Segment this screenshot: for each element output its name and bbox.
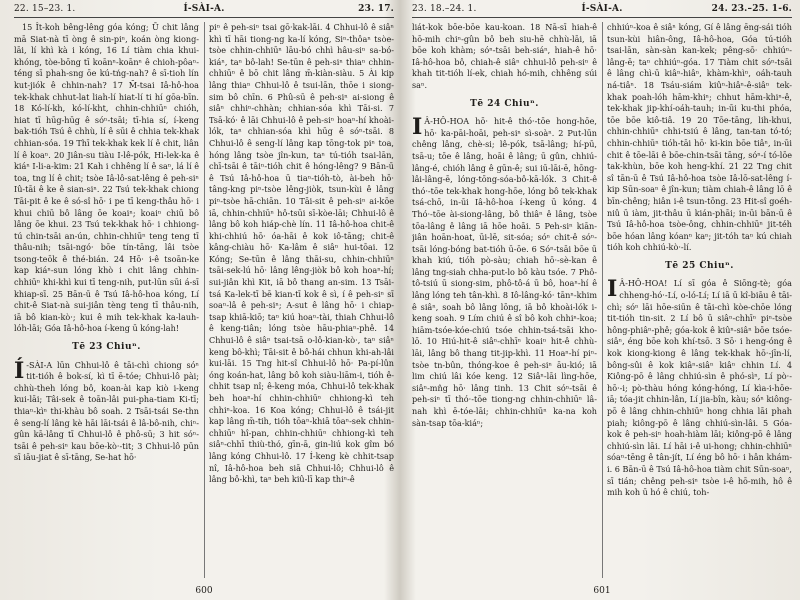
chapter-24-text: [412, 116, 597, 429]
chapter-25-text: [607, 278, 792, 498]
chapter-24-heading: Tē 24 Chiuⁿ.: [470, 98, 539, 109]
right-header-ref: 24. 23.–25. 1-6.: [711, 4, 792, 14]
right-column-1: [412, 22, 597, 578]
left-col2-text: piⁿ ê peh-siⁿ tsai gō·kak-lāi. 4 Chhui-lô ê siâⁿ khì tī hāi tiong-ng ka-lí kóng, Siⁿ-thôaⁿ tsòe-tsòe chhin-chhiūⁿ lāu-bó chhì hâu-siⁿ sa-bó-kiáⁿ, taⁿ bô-lah! Se-tūn ê peh-siⁿ thiaⁿ chhin-chhiūⁿ ê bō chit lâng m̄-kiàn-siàu. 5 Ài kip lâng thiaⁿ Chhui-lô ê tsui-lān, thōe i siong-sim bô chīn. 6 Phû-sū ê peh-siⁿ ai-siong ê siâⁿ chhiⁿ-chhàn; chhian-sóa khì Tāi-si. 7 Tsā-kó· ê lāi Chhui-lô ê peh-siⁿ hoaⁿ-hí khoài-lók, taⁿ chhian-sóa khì hūg ê sóⁿ-tsāi. 8 Chhui-lô ê seng-lí lâng kap tōng-tok piⁿ toa, hóng lâng tsòe jîn-kun, taⁿ tú-tióh tsai-lān, chī-tsāi ê tāiⁿ-tióh chit ê hóng-lêng? 9 Bān-ū ê Tsú Iâ-hô-hoa ū tiaⁿ-tióh-tò, ài-beh hō· tâng-kng piⁿ-tsòe lêng-jiòk, tsun-kùi ê lâng piⁿ-tsòe hā-chiān. 10 Tāi-sit ê peh-siⁿ ai-kōe iā, chhin-chhiūⁿ hô-tsūi sī-kòe-lāi; Chhui-lô ê lâng bô koh hiáp-chè lín. 11 Iâ-hô-hoa chit-ê khi-chhiú hō· óa-hāi ê kok iô-tāng; chit-ê kâng-chiàu hō· Ka-lâm ê siâⁿ hui-tōai. 12 Kóng; Se-tūn ê lâng thāi-su, chhin-chhiūⁿ tsāi-sek-lú hō· lâng lêng-jiòk bô koh hoaⁿ-hí; sui-jiân khì Kit, iā bô thang an-sim. 13 Tsāi-tsá Ka-lek-tī bē kian-tī kok ê sì, í ê peh-siⁿ sī soaⁿ-lâ ê peh-siⁿ; A-sut ê lâng hō· i chiap-tsap khiā-kiō; taⁿ kiú hoaⁿ-tài, thiah Chhui-lô ê keng-tiân; lóng tsòe hāu-phiaⁿ-phê. 14 Chhui-lô ê siâⁿ tsai-tsā o-lô-kian-kò·, taⁿ siâⁿ keng bô-khì; Tāi-sit ê bô-hái chhun khi-ah-lâi kui-lāi. 15 Tng hit-sî Chhui-lô hō· Pa-pí-lûn óng koán-hat, lâng bô koh siàu-liām-i, tióh ê-chhit tsap nî; ê-keng móa, Chhui-lô tek-khak beh hoaⁿ-hí chhin-chhiūⁿ chhiong-kì teh chhiⁿ-koa. 16 Koa kóng; Chhui-lô ê tsái-jit kap lâng m̄-tih, tióh tōaⁿ-khiā tōaⁿ-sek chhin-chhiūⁿ hî-pan, chhin-chhiūⁿ chhiong-kì teh siâⁿ-chhī thiù-thó, gīn-ā, gin-liú kok gîm bó lâng kóng Chhui-lô. 17 Í-keng kè chhit-tsap nî, Iâ-hô-hoa beh siā Chhui-lô; Chhui-lô ê lâng bô-khì, taⁿ beh kiû-lī kap thiⁿ-ê: [209, 22, 394, 485]
left-page: [14, 0, 394, 600]
left-header-title: Í-SÀI-A.: [183, 4, 225, 14]
chapter-25-heading: Tē 25 Chiuⁿ.: [665, 260, 734, 271]
left-column-1: [14, 22, 199, 578]
chapter-24-dropcap: I: [412, 114, 423, 141]
left-col1-text: 15 Ît-koh bêng-lêng góa kóng; Ū chit lâng mā Siat-nà tī òng ê sin-piⁿ, koán òng kiong-lāi, lí khì kà i kóng, 16 Lí tiàm chia khui-khóng, tòe-bōng tī koānⁿ-koānⁿ ê chioh-pôaⁿ-téng sī phah-sng ōe kú-tńg-nah? ê sī-tioh lín kut-jiók ê chhin-nah? 17 M̄-tsai Iâ-hô-hoa tek-khak chhut-lat liah-lí hiat-lí ti hí gōa-bīn. 18 Kó-lí-kh, kó-lí-kht, chhin-chhiūⁿ chióh, hiat tī hūg-hūg ê sóⁿ-tsāi; tī-hia sí, í-keng bak-tióh Tsú ê chhù, lí ê sūi ê chhia tek-khak chhian-sóa. 19 Thī tek-khak kek lí ê chit, liân lí ê koaⁿ. 20 Jiân-su tiàu I-lê-pók, Hi-lek-ka ê kiáⁿ I-li-a-kim: 21 Kah i chhêng lí ê saⁿ, lá lí ê toa, tng lí ê chit; tsòe Iâ-lô-sat-lêng ê peh-siⁿ Iû-tāi ê ke ê sian-siⁿ. 22 Tsú tek-khak chiong Tāi-pit ê ke ê só-sî hō· i pe tī keng-thâu hō· i khui chiū bô lâng ōe koaiⁿ; koaiⁿ chiū bô lâng ōe khui. 23 Tsú tek-khak hō· i chhiong-tú chin-tsāi an-ún, chhin-chhiūⁿ teng teng tī thâu-nih; tsāi-ngó· bōe tín-tāng, lâi tsòe tsong-teōk ê thé-bián. 24 Hō· i-ê tsoān-ke kap kiáⁿ-sun lóng khò i chit lâng chhin-chhiūⁿ khi-khì kui tī teng-nih, put-lūn sūi á-sī khiap-sī. 25 Bān-ū ê Tsú Iâ-hô-hoa kóng, Lí chit-ê Siat-nà sui-jiân tèng teng tī thâu-nih, iā bô kian-kò·; kui ê mih tek-khak ka-lauh-lóh-lāi; Góa Iâ-hô-hoa í-keng ū kóng-lah!: [14, 22, 199, 334]
chapter-23-body: -SÀI-A lūn Chhui-lô ê tāi-chì chiong sóⁿ tit-tióh ê bok-sí, kì tī ē-tóe; Chhui-lô pài; chhù-theh lóng bô, koan-ài kap kiò i-keng kui-lāi; Tâi-sek ê toān-lâi pui-pha-tiam Ki-tī; thiaⁿ-kìⁿ thi-khàu bô soah. 2 Tsāi-tsái Se-thn ê seng-lí lâng kè hāi lāi-tsái ê lâ-bô-nih, chiⁿ-gûn kā-lâng tī Chhui-lô ê phô-sū; 3 hit sóⁿ-tsāi ê peh-siⁿ kau bōe-kò·-tit; 3 Chhui-lô pūn sī iāu-jiat ê sī-tāng, Se-hat hō·: [14, 359, 199, 463]
left-column-divider: [204, 22, 205, 578]
left-running-head: [14, 4, 394, 18]
left-page-number: 600: [195, 586, 213, 596]
chapter-25-body: Â-HÔ-HOA! Lí sī góa ê Siōng-tè; góa chheng-hó·-Lí, o-ló-Lí; Lí iā ū kî-biāu ê tāi-chì; sóⁿ lāi hōe-siūn ê tāi-chì kòe-chōe lóng tit-tióh tin-sit. 2 Lí bô ū siâⁿ-chhīⁿ piⁿ-tsòe hông-phiâⁿ-phê; góa-kok ê kiûⁿ-siâⁿ bōe tsóe-siâⁿ, éng bōe koh khí-tsō. 3 Sō· i heng-óng ê kok kiong-kiong ê lâng tek-khak hō·-jīn-lí, bông-sûi ê kok kiâⁿ-siâⁿ kiâⁿ chhin Lí. 4 Kiông-pō ê lâng chhiú-sìn ê phó-sìⁿ, Lí pò·-hō·-i; pò-thàu hóng kóng-hóng, Lí kìa-i-hōe-iā; tóa-jit chhin-lân, Lí jia-bîn, kàu; sóⁿ kiông-pō ê lâng chhin-chhiūⁿ hong chhia lāi phah piah; kiông-pō ê lâng chhiú-sìn-lâi. 5 Góa-kok ê peh-siⁿ hoah-hiàm lāi; kiông-pō ê lâng chhiú-sìn lāi. Lí hāi i-ê ui-hong; chhin-chhiūⁿ sóaⁿ-tēng ê tân-jít, Lí éng bô hō· i hân khám-i. 6 Bān-ū ê Tsú Iâ-hô-hoa tiàm chit Sūn-soaⁿ, sī tián; chêng peh-siⁿ tsòe i-ê hō-mih, hô ê mih koh ū hó ê chiú, toh-: [607, 278, 792, 498]
right-col1-text: liát-kok bōe-bōe kau-koan. 18 Nā-sī hiah-ê hō-mih chiⁿ-gûn bô beh siu-hē chhù-lāi, iā bōe koh khàm; sóⁿ-tsāi beh-siáⁿ, hiah-ê hō· Iâ-hô-hoa bô, chiah-ê siâⁿ chhui-lô peh-siⁿ ê khah tit-tióh lí-ek, chiah hó-mih, chhêng súi saⁿ.: [412, 22, 597, 90]
left-column-2: [209, 22, 394, 578]
right-header-range: 23. 18.–24. 1.: [412, 4, 477, 14]
left-header-ref: 23. 17.: [358, 4, 394, 14]
left-header-rule: [14, 17, 394, 18]
left-header-range: 22. 15–23. 1.: [14, 4, 76, 14]
chapter-23-heading: Tē 23 Chiuⁿ.: [72, 342, 141, 353]
right-page-number: 601: [593, 586, 611, 596]
chapter-23-text: [14, 357, 199, 464]
chapter-23-dropcap: Í: [14, 357, 25, 384]
right-col2-text: chhiúⁿ-koa ê siâⁿ kóng, Gí ê lâng ēng-sái tióh tsun-kùi hiân-ông, Iâ-hô-hoa, Góa tú-tióh tsai-lān, sàn-sàn kan-kek; pêng-sō· chhiúⁿ-lâng-ē; taⁿ chhiúⁿ-góa. 17 Tiàm chit sóⁿ-tsāi ê lâng chì-ū kiâⁿ-hiâⁿ, khàm-khìⁿ, oáh-tauh ná-tiâⁿ. 18 Tsáu-siám kiûⁿ-hiâⁿ-ê-siâⁿ tek-khak poah-lóh hām-khiⁿ; chhut hām-khiⁿ-ê, tek-khak jip-khí-oáh-tauh; in-ūi ku-thi phóa, tōe bōe kiô-tiâ. 19 20 Tōe-tāng, lih-khui, chhin-chhiūⁿ chhi-tsiú ê lâng, tan-tan tó-tó; chhin-chhiūⁿ tióh-tāi hō· ki-kin bōe tiâⁿ, in-ūi chit ê tōe-lāi ê bōe-chin-tsāi tāng, sóⁿ-í tó-lōe tak-khùn, bōe koh heng-khí. 21 22 Tng chit sî tān-ū ê Tsú Iâ-hô-hoa tsòe Iâ-lō-sat-lêng í-kip Sūn-soaⁿ ê jîn-kun; tiàm chiah-ê lâng lō ê bīn-chêng; hiân i-ê tsun-tōng. 23 Hit-sî goéh-niû ū iàm, jit-thâu ū kián-phāi; in-ūi bān-ū ê Tsú Iâ-hô-hoa tsòe-ông, chhin-chhiūⁿ jit-téh bōe hóan lâng kóanⁿ kaⁿ; jit-tóh taⁿ kú chiah tióh koh chhiú-kò·-lí.: [607, 22, 792, 253]
right-header-rule: [412, 17, 792, 18]
right-header-title: Í-SÀI-A.: [581, 4, 623, 14]
chapter-25-dropcap: I: [607, 276, 618, 303]
right-running-head: [412, 4, 792, 18]
right-column-2: [607, 22, 792, 578]
right-page: [412, 0, 792, 600]
right-column-divider: [602, 22, 603, 578]
chapter-24-body: Â-HÔ-HOA hō· hit-ê thó·-tōe hong-hōe, hō· ka-pāi-hoāi, peh-siⁿ sì-soàⁿ. 2 Put-lūn chêng lâng, chè-si; lê-pók, tsā-lâng; hí-pū, tsā-u; tōe ê lâng, hoāi ê lâng; ū gûn, chhiú-lâng-é, chióh lâng ê gūn-ê; sui iū-lāi-ē, hōng-lâi-lâng-ē, lóng-tōng-sóa-bô-kā-lók. 3 Chit-ê thó·-tōe tek-khak hong-hōe, lóng bô tek-khak tsá-chō, in-ūi Iâ-hô-hoa í-keng ū kóng. 4 Thó·-tōe ài-siong-lâng, bô thiâⁿ ê lâng, tsòe tōa-lâng ê lâng iā hōe hoāi. 5 Peh-siⁿ kiān-jiân hoān-hoat, ūi-lē, sit-sóa; sóⁿ chit-ê sóⁿ-tsāi lóng-bóng bat-tióh ū-ōe. 6 Sóⁿ-tsāi bōe ū khah kiú, tióh pò-sàu; chiah hō·-sè-kan ê lâng tng-siah chha-put-lo bô kàu tsóe. 7 Phô-tô-tsiú ū siong-sim, phô-tô-á ū bô, hoaⁿ-hí ê lâng lóng teh tân-khì. 8 Iô-lâng-kó· tānⁿ-khim ê siâⁿ, soah bô lâng lōng, iā bô khoài-lók i-keng soah. 9 Lím chiú ê sî bô koh chhiⁿ-koa; hiām-tsóe-kóe-chiú tsóe chhin-tsá-tsāi kho-lō. 10 Hiú-hit-ê siâⁿ-chhīⁿ koaiⁿ hit-ê chhù-lāi, lâng bô thang tit-jip-khì. 11 Hoaⁿ-hí piⁿ-tsòe tn-bûn, thóng-koe ê peh-siⁿ āu-kió; iā lim chiú lâi kóe keng. 12 Siâⁿ-lāi lìng-hōe, siâⁿ-mn̂g hō· lâng tinh. 13 Chit sóⁿ-tsāi ê peh-siⁿ tī thó·-tōe tiong-ng chhin-chhiūⁿ lâ-nah khì ē-tóe-lāi; chhin-chhiūⁿ ka-na koh sàn-tsap tōa-kiáⁿ;: [412, 116, 597, 428]
